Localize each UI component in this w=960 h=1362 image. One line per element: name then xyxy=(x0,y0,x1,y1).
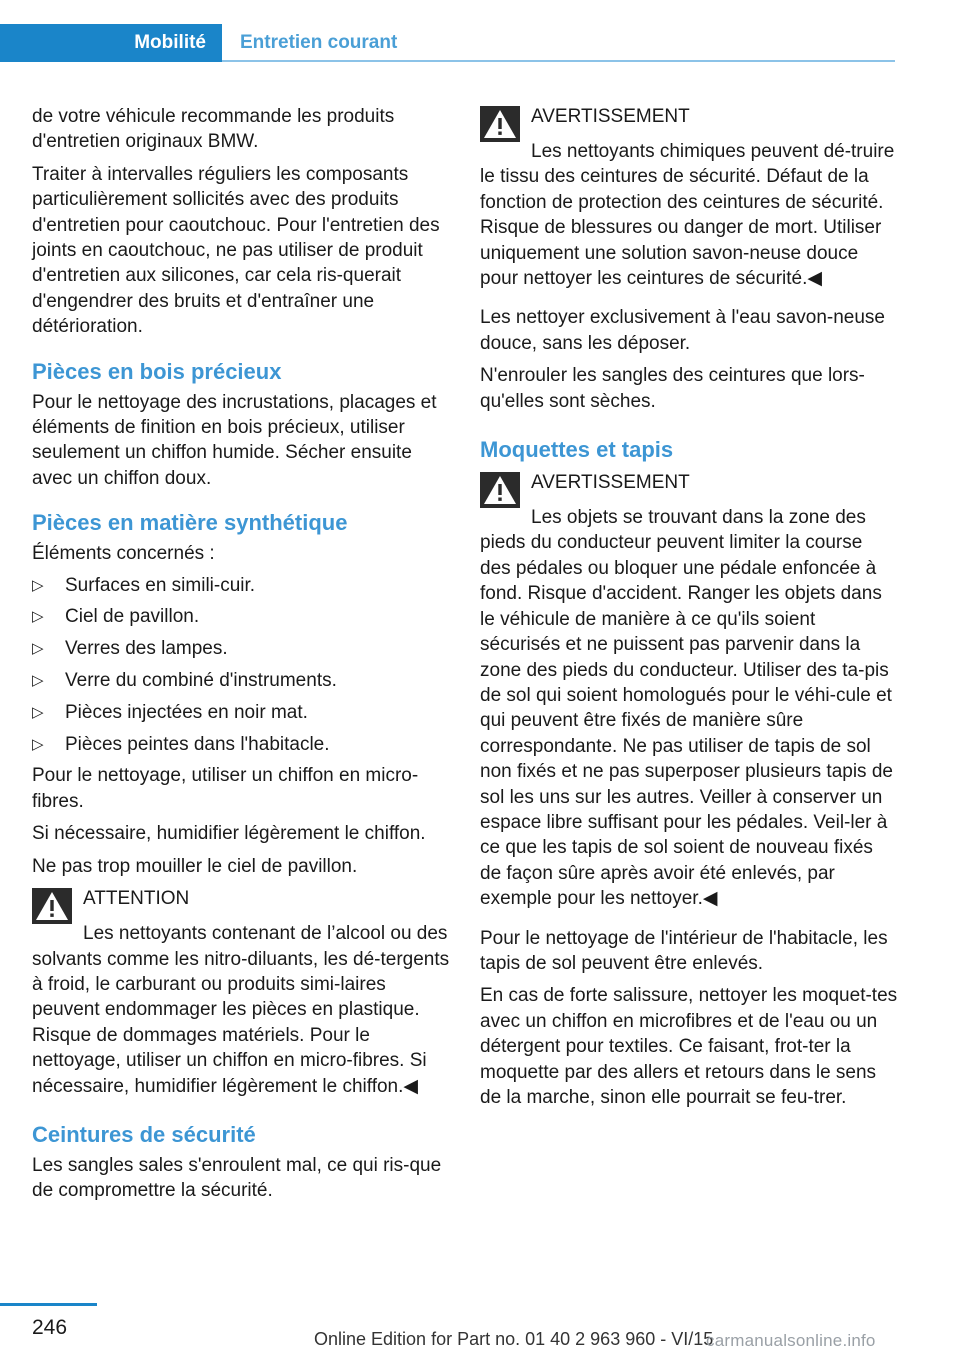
warning-title: AVERTISSEMENT xyxy=(531,106,690,127)
page-number: 246 xyxy=(32,1316,68,1339)
warning-triangle-icon xyxy=(480,472,520,508)
warning-triangle-icon xyxy=(480,106,520,142)
attention-title: ATTENTION xyxy=(83,888,190,910)
bullet-icon: ▷ xyxy=(32,703,44,721)
bullet-icon: ▷ xyxy=(32,735,44,753)
synthetic-list xyxy=(32,573,450,757)
list-item: ▷ Pièces peintes dans l'habitacle. xyxy=(32,732,450,757)
warning-box-belts xyxy=(480,104,898,291)
warning-title: AVERTISSEMENT xyxy=(531,472,690,494)
wood-paragraph: Pour le nettoyage des incrustations, placages et éléments de finition en bois précieux, utiliser seulement un chiffon humide. Sécher ensuite avec un chiffon doux. xyxy=(32,391,437,489)
heading-carpets: Moquettes et tapis xyxy=(480,437,674,463)
footer-rule xyxy=(0,1303,97,1306)
section-tab-mobilite: Mobilité xyxy=(0,24,222,62)
warning-text: Les objets se trouvant dans la zone des pieds du conducteur peuvent limiter la course des pédales ou bloquer une pédale enfoncée à fond. Risque d'accident. Ranger les objets dans le véhicule de manière à ce qu'ils soient sécurisés et ne puissent pas parvenir dans la zone des pieds du conducteur. Utiliser des ta‐pis de sol qui soient homologués pour le véhi‐cule et qui peuvent être fixés de manière sûre correspondante. Ne pas utiliser de tapis de sol non fixés et ne pas superposer plusieurs tapis de sol les uns sur les autres. Veiller à conserver un espace libre suffisant pour les pédales. Veil‐ler à ce que les tapis de sol soient de nouveau fixés de façon sûre après avoir été enlevés, par exemple pour les nettoyer.◀ xyxy=(480,507,893,910)
list-item: ▷ Verres des lampes. xyxy=(32,636,450,661)
synthetic-intro: Éléments concernés : xyxy=(32,543,215,565)
heading-belts: Ceintures de sécurité xyxy=(32,1121,256,1147)
list-item: ▷ Pièces injectées en noir mat. xyxy=(32,700,450,725)
warning-box-carpets xyxy=(480,470,898,912)
attention-text: Les nettoyants contenant de l’alcool ou des solvants comme les nitro-diluants, les dé‐tergents à froid, le carburant ou produits simi‐laires peuvent endommager les pièces en plastique. Risque de dommages matériels. Pour le nettoyage, utiliser un chiffon en micro‐fibres. Si nécessaire, humidifier légèrement le chiffon.◀ xyxy=(32,923,450,1097)
bullet-icon: ▷ xyxy=(32,576,44,594)
bullet-icon: ▷ xyxy=(32,608,44,626)
bullet-icon: ▷ xyxy=(32,672,44,690)
intro-paragraph-2: Traiter à intervalles réguliers les composants particulièrement sollicités avec des produits d'entretien pour caoutchouc. Pour l'entretien des joints en caoutchouc, ne pas utiliser de produit d'entretien aux silicones, car cela ris‐querait d'engendrer des bruits et d'entraîner une détérioration. xyxy=(32,163,440,338)
attention-box xyxy=(32,886,450,1099)
belts-paragraph-1: Les nettoyer exclusivement à l'eau savon‐neuse douce, sans les déposer. xyxy=(480,307,885,354)
right-column xyxy=(480,104,898,1117)
synthetic-paragraph-2: Si nécessaire, humidifier légèrement le chiffon. xyxy=(32,823,426,845)
carpets-paragraph-1: Pour le nettoyage de l'intérieur de l'habitacle, les tapis de sol peuvent être enlevés. xyxy=(480,927,888,974)
list-item: ▷ Verre du combiné d'instruments. xyxy=(32,668,450,693)
intro-paragraph-1: de votre véhicule recommande les produits d'entretien originaux BMW. xyxy=(32,106,395,153)
bullet-icon: ▷ xyxy=(32,640,44,658)
list-item: ▷ Ciel de pavillon. xyxy=(32,604,450,629)
synthetic-paragraph-1: Pour le nettoyage, utiliser un chiffon en micro‐fibres. xyxy=(32,765,419,812)
synthetic-paragraph-3: Ne pas trop mouiller le ciel de pavillon. xyxy=(32,855,358,877)
carpets-paragraph-2: En cas de forte salissure, nettoyer les moquet‐tes avec un chiffon en microfibres et de l'eau ou un détergent pour textiles. Ce faisant, frot‐ter la moquette par des allers et retours dans le sens de la marche, sinon elle pourrait se feu‐trer. xyxy=(480,985,898,1108)
heading-wood: Pièces en bois précieux xyxy=(32,358,282,384)
edition-note: Online Edition for Part no. 01 40 2 963 960 - VI/15 xyxy=(314,1329,714,1349)
heading-synthetic: Pièces en matière synthétique xyxy=(32,510,348,536)
header-rule xyxy=(222,60,895,62)
left-column xyxy=(32,104,450,1211)
list-item: ▷ Surfaces en simili-cuir. xyxy=(32,573,450,598)
watermark: carmanualsonline.info xyxy=(706,1331,876,1350)
page-header xyxy=(0,24,895,62)
belts-paragraph: Les sangles sales s'enroulent mal, ce qui ris‐que de compromettre la sécurité. xyxy=(32,1154,442,1202)
warning-text: Les nettoyants chimiques peuvent dé‐truire le tissu des ceintures de sécurité. Défaut de la fonction de protection des ceintures de sécurité. Risque de blessures ou danger de mort. Utiliser uniquement une solution savon‐neuse douce pour nettoyer les ceintures de sécurité.◀ xyxy=(480,141,895,290)
belts-paragraph-2: N'enrouler les sangles des ceintures que lors‐qu'elles sont sèches. xyxy=(480,365,865,412)
chapter-tab-entretien: Entretien courant xyxy=(240,32,398,53)
warning-triangle-icon xyxy=(32,888,72,924)
